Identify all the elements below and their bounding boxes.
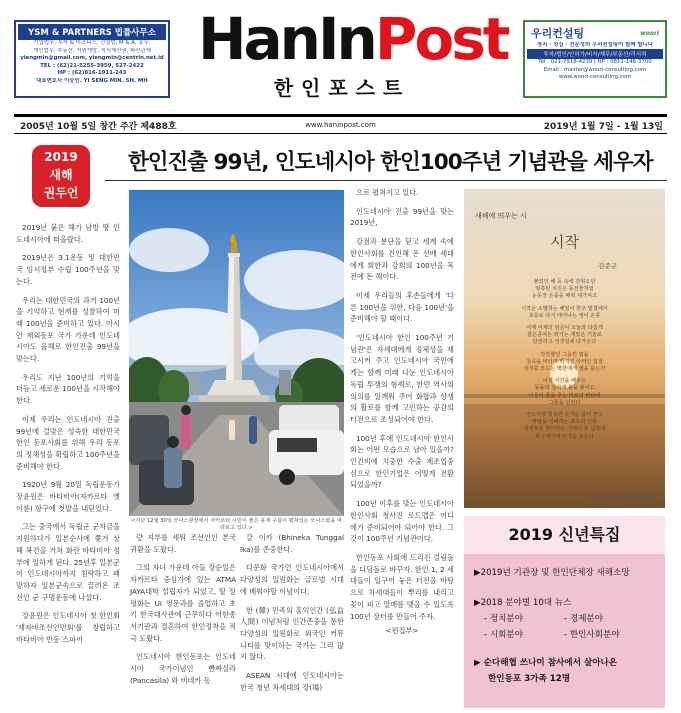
special-sub-politics[interactable]: - 정치분야 (484, 614, 524, 624)
poem-line: 앞으치렸 희룩한 승거를 몹어 먼고 (526, 412, 603, 419)
poem-line: 엄혹된 치진은 동전물처럼 (535, 286, 594, 293)
photo-caption: <지난 12월 30일 모나스광장에서 자카르타 시민이 붉은 풍계 구름이 펼쳐있는 모나스탑을 바라보고 있다.> (130, 518, 343, 531)
issue-info: 2005년 10월 5일 창간 주간 제488호 (20, 121, 177, 132)
poem-stanza (476, 279, 653, 301)
article-column-3 (240, 532, 344, 700)
paragraph: 우리는 대한민국의 과거 100년을 기억하고 현재를 성찰하여 미래 100년을 준비하고 있다. 아시안 재외동포 국가 가운데 인도네시아도 올해로 한인진출 99년을 맞는다. (16, 295, 120, 364)
special-sub-economy[interactable]: - 경제분야 (564, 614, 604, 624)
logo-post: Post (374, 5, 508, 73)
poem-body (476, 279, 653, 446)
consulting-ad-header (527, 24, 663, 42)
poem-stanza (476, 352, 653, 374)
paragraph: 갈 이카 (Bhineka Tunggal Ika)를 존중한다. (240, 533, 344, 554)
badge-year: 2019 (44, 150, 78, 164)
photo-credit: 배경사진 : 햇살이 DANAU TOBA (588, 497, 655, 502)
poem-stanza (476, 325, 653, 347)
badge-line3: 권두언 (43, 186, 79, 200)
consulting-ad-services: 투자/법인/인허가/비자/재무/부동산/리서치 (527, 49, 663, 59)
monas-photo-image (129, 190, 344, 516)
paragraph: 1920년 9월 20일 독립운동가 장윤원은 바타비아(자카르타 옛 이름) 항구에 첫발을 내딛었다. (16, 480, 120, 513)
consulting-brand-logo: woori (640, 29, 659, 37)
paragraph: 다문화 국가인 인도네시아에서 다양성의 일원화는 글로벌 시대에 배워야할 이념이다. (240, 563, 344, 596)
editorial-signature: <편집부> (385, 626, 419, 636)
consulting-ad-line: Email : master@woori-consulting.com (543, 66, 647, 73)
consulting-ad-line: Tel : 021-7918-4239 | HP : 0811-146-3700 (538, 59, 652, 66)
masthead-logo[interactable] (198, 5, 508, 101)
paragraph: 그의 자녀 가운데 아들 장순일은 자카르타 중심가에 있는 ATMA JAYA대학 설립자가 되었고, 딸 장평화는 UI 영문과를 졸업하고 초기 한국대사관에 근무하다 어한종 서기관과 결혼하여 한인정착을 적극 도왔다. (130, 563, 236, 643)
article-headline[interactable]: 한인진출 99년, 인도네시아 한인100주년 기념관을 세우자 (128, 150, 653, 175)
poem-line: 붉었던 해 등 속에 감춰오던 (533, 279, 596, 285)
poem-line: 작작했던 그을린 멈을 (540, 351, 589, 358)
paragraph: 인도네시아 진출 99년을 맞는 2019년, (350, 206, 454, 228)
paragraph: 우리도 지난 100년의 기억을 더듬고 새로운 100년을 시작해야 한다. (16, 372, 120, 406)
law-firm-ad[interactable] (14, 20, 170, 98)
paragraph: 장윤원은 인도네시아 첫 한인회 '재자바조선인민회'를 창립하고 바타비아 반동 스파이 (16, 611, 120, 644)
paragraph: 량 지부를 세워 조선인인 본국 귀환을 도왔다. (130, 533, 236, 554)
poem-line: 어제 어제의 임금이 오늘과 다름게 (526, 325, 603, 332)
law-firm-ad-line: 대표변호사 이승민. YI SENG MIN. SH. MH (36, 77, 148, 84)
poem-line: 상처를 모드는 빡한에게 엽을 묻는가 (523, 366, 606, 373)
consulting-ad-line: www.woori-consulting.com (558, 74, 632, 81)
website-link[interactable]: www.haninpost.com (305, 121, 376, 129)
paragraph: 100년 이후를 맞는 인도네시아 한인사회 청사진 로드맵은 어디에가 준비되어야 되어야 한다. 그것이 100주년 기념관이다. (350, 499, 454, 544)
poem-line: 초롱로 다시 태어나는 생이 온통 (528, 312, 601, 319)
article-column-1 (16, 222, 120, 653)
headline-divider (105, 180, 667, 181)
poem-line: 침곡을 비터며 빡지진 아쩌인 힘점 (526, 358, 603, 365)
monas-photo[interactable] (129, 190, 344, 516)
poem-stanza (476, 412, 653, 441)
new-year-poem[interactable] (464, 189, 665, 508)
special-item-tsunami-line2[interactable]: 한인동포 3가족 12명 (488, 674, 571, 684)
special-sub-korean-community[interactable]: - 한인사회분야 (564, 630, 620, 640)
poem-line: 눈동장 온몸을 배워 세가져고 (531, 293, 598, 300)
law-firm-ad-line: 개인법무, 부동산, 자원개발, 지식재산권, 파산관재 (33, 47, 151, 54)
consulting-ad-title: 우리컨설팅 (531, 27, 585, 40)
poem-title: 시작 (550, 233, 579, 251)
special-sub-society[interactable]: - 시회분야 (484, 630, 524, 640)
special-item-top-news[interactable]: ▶2018 분야별 10대 뉴스 (474, 598, 572, 608)
logo-korean: 한인포스트 (273, 76, 411, 100)
law-firm-ad-title: YSM & PARTNERS 법률사무소 (18, 24, 166, 40)
paragraph: 강점과 분단을 딛고 세계 속에 한인사회를 건인해 온 선배 세대에게 회한과 감회의 100년을 묵전에 돈 해이다. (350, 237, 454, 282)
poem-line: 동돌의 실지에 불을 붙이고 (534, 385, 595, 392)
paragraph: 으로 펼쳐지고 있다. (356, 188, 419, 197)
paragraph: 인도네시아 한인동포는 인도네시아 국가이념인 빤짜실라 (Pancasila) 와 비네카 동 (130, 652, 236, 685)
special-item-wishes[interactable]: ▶2019년 기관장 및 한인단체장 새해소망 (474, 568, 630, 578)
paragraph: 그는 중국에서 독립군 군자금을 지원하다가 일본순사에 쫓겨 상해 복건을 거쳐 화란 바타비아 정부에 일하게 된다. 25년후 일본군이 인도네시아까지 침략하고 패망하자 일본군속으로 끌려온 조선인 군 구명운동에 나섰다. (16, 522, 120, 602)
badge-line2: 새해 (49, 168, 73, 182)
paragraph: '인도네시아 한인 100주년 기념관'은 자세대에게 정체성을 재고시켜 주고 인도네시아 국민에게는 함께 미래 나눈 인도네시아 독립 투쟁의 형제로, 한민 역사의 의의를 일깨워 주어 화합과 상생의 활로를 함께 고민하는 공감의 터전으로 조성되어야 한다. (350, 333, 454, 424)
new-year-badge (32, 145, 90, 207)
new-year-special-box[interactable] (464, 516, 665, 708)
paragraph: ASEAN 시대에 인도네시아는 한국 청년 차세대의 장(場) (240, 671, 344, 692)
poem-author: 김준규 (598, 262, 617, 270)
special-item-tsunami[interactable]: ▶ 순다해협 쓰나미 참사에서 살아나온 (474, 658, 618, 668)
law-firm-ad-line: 기업법무, 투자 & 비즈니스, 건설법, M & A, 송무, (33, 40, 151, 46)
poem-stanza (476, 306, 653, 320)
article-column-4 (350, 187, 454, 637)
poem-line: 이제 시간을 배우는 (542, 378, 587, 385)
poem-line: 같은공어든 꽈거는 재밌은 거울로 (526, 332, 603, 339)
logo-hanin: HanIn (198, 5, 375, 73)
special-title: 2019 신년특집 (464, 516, 665, 554)
poem-line: 그물을 던진다 (548, 399, 581, 406)
article-column-2 (130, 532, 236, 693)
law-firm-ad-line: HP : (62)816-1911-243 (57, 70, 127, 77)
consulting-ad-subtitle: 정직 · 성실 · 전문성의 우리컨설팅이 함께 합니다 (536, 42, 654, 48)
poem-line: 시작은 소멸하는 해일이 한주 발쳤에서 (521, 305, 608, 312)
paragraph: 한인동포 사회에 드리진 걸림돌을 디딤돌로 바꾸자. 한인 1, 2 세대들이 일구어 놓은 터전을 바탕으로 차세대들이 뿌리를 내리고 꽃이 피고 열매를 맺을 수 있도록 100년 장터를 만들어 주자. (350, 552, 454, 621)
paragraph: 2019년 붉은 해가 남방 땅 인도네시아에 떠올랐다. (16, 223, 120, 244)
poem-label: 새해에 띄우는 시 (475, 212, 527, 220)
paragraph: 100년 후에 인도네시아 한인사회는 어떤 모습으로 남아 있을까? 인건비에 치중한 수출 제조업중심으로 한인기업은 어떻게 전환되었을까? (350, 433, 454, 490)
law-firm-ad-line: yiengmin@gmail.com, yiengmin@centrin.net.id (20, 55, 164, 62)
law-firm-ad-line: TEL : (62)21-5255-3959, 527-2422 (40, 62, 144, 69)
poem-line: 바람을 잉해하는 최도의 신릉 (531, 419, 598, 426)
poem-line: 단장하고 성경설에 다가온다 (532, 339, 597, 346)
poem-stanza (476, 378, 653, 407)
issue-date: 2019년 1월 7일 - 1월 13일 (543, 121, 663, 132)
logo-wordmark (198, 5, 508, 73)
issue-bar (14, 114, 667, 134)
poem-line: 너울이 출을 추는 미로의 바다에 (528, 392, 601, 399)
paragraph: 2019년은 3.1운동 및 대한민국 임시정부 수립 100주년을 맞는다. (16, 253, 120, 286)
paragraph: 한 (韓) 민족의 홍익인간 (弘益人間) 이념처럼 인간존중을 통한 다양성의 일원화로 외국인 커뮤니티를 맞이하는 국가는 그리 많지 않다. (240, 605, 344, 662)
paragraph: 이제 우리들의 후손들에게 '다른 100년을 위한, 다음 100년'을 준비해야 할 때이다. (350, 290, 454, 324)
consulting-ad[interactable] (523, 20, 667, 98)
paragraph: 이제 우리는 인도네시아 진출 99년에 걸맞은 성숙한 대한민국 한인 동포사회를 위해 우리 동포의 정체성을 확립하고 100주년을 준비해야 한다. (16, 414, 120, 471)
poem-line: 새섬부를 향사하는 거래의 몽 넓찾에 (523, 426, 606, 433)
poem-line: 확금체지에 인생을 놓는다 (535, 433, 594, 440)
